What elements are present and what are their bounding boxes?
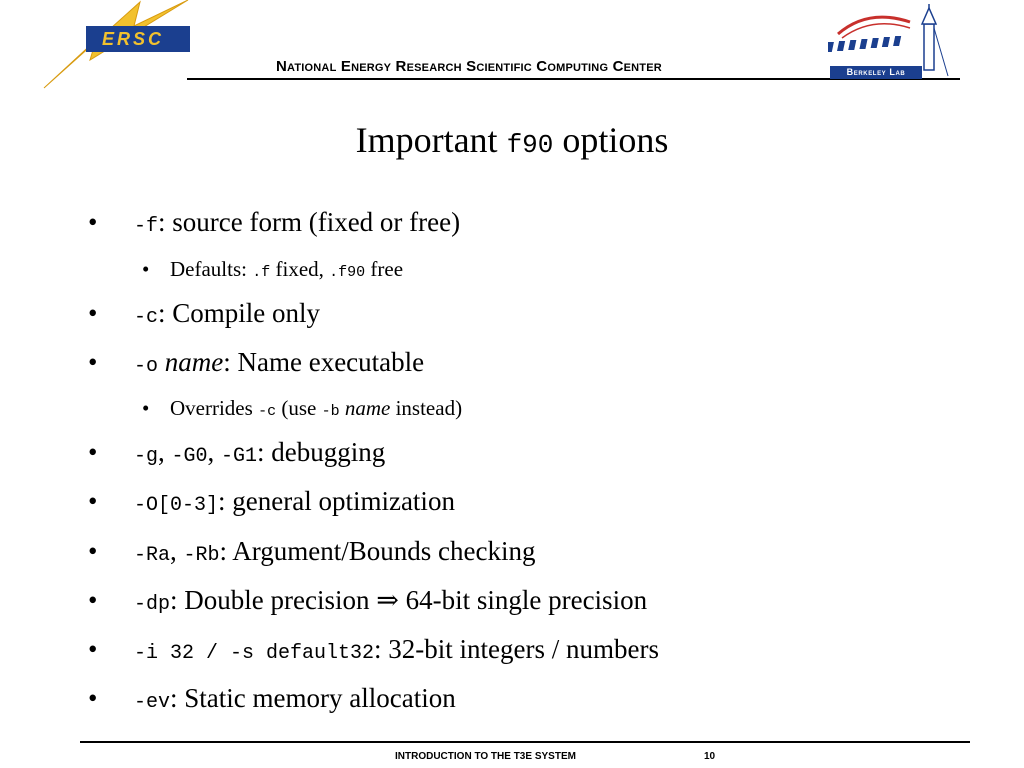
title-text-pre: Important xyxy=(355,120,498,160)
header-title: National Energy Research Scientific Computing Center xyxy=(276,58,662,75)
bullet-item xyxy=(88,584,647,621)
nersc-logo-text: ERSC xyxy=(102,29,165,49)
option-desc: : 32-bit integers / numbers xyxy=(374,634,659,664)
option-code: -dp xyxy=(134,593,171,616)
option-desc: : Compile only xyxy=(158,298,321,328)
bullet-dot: • xyxy=(88,585,98,615)
page-number: 10 xyxy=(704,751,716,762)
sub-bullet-dot: • xyxy=(142,396,150,420)
option-desc: : Static memory allocation xyxy=(170,683,456,713)
option-code: -c xyxy=(134,306,159,329)
bullet-item xyxy=(88,436,385,473)
slide-title xyxy=(0,118,1024,167)
nersc-logo xyxy=(38,0,198,92)
bullet-item xyxy=(88,297,320,334)
option-desc: : source form (fixed or free) xyxy=(158,207,461,237)
option-code: -b xyxy=(321,403,340,420)
bullet-item xyxy=(88,206,460,243)
bullet-dot: • xyxy=(88,347,98,377)
option-desc: : Double precision xyxy=(170,585,377,615)
bullet-item xyxy=(88,346,424,383)
sub-bullet-item xyxy=(142,395,462,425)
sub-label: Defaults: xyxy=(170,257,253,281)
option-arg: name xyxy=(344,396,391,420)
bullet-dot: • xyxy=(88,634,98,664)
option-sep: , xyxy=(170,536,184,566)
option-desc: 64-bit single precision xyxy=(398,585,648,615)
option-code: -o xyxy=(134,355,159,378)
bullet-dot: • xyxy=(88,683,98,713)
option-code: -O[0-3] xyxy=(134,494,219,517)
option-code: .f xyxy=(252,264,271,281)
bullet-item xyxy=(88,535,536,572)
implies-arrow: ⇒ xyxy=(376,585,399,615)
bullet-dot: • xyxy=(88,486,98,516)
option-code: -ev xyxy=(134,691,171,714)
bullet-item xyxy=(88,633,659,670)
option-sep: , xyxy=(158,437,172,467)
sub-label: Overrides xyxy=(170,396,259,420)
option-code: -G0 xyxy=(171,445,208,468)
bullet-dot: • xyxy=(88,207,98,237)
option-code: -f xyxy=(134,215,159,238)
option-code: -Ra xyxy=(134,544,171,567)
bullet-dot: • xyxy=(88,298,98,328)
option-sep: , xyxy=(207,437,222,467)
bullet-dot: • xyxy=(88,536,98,566)
bullet-item xyxy=(88,682,456,719)
option-code: -Rb xyxy=(183,544,220,567)
bullet-dot: • xyxy=(88,437,98,467)
option-code: -G1 xyxy=(221,445,258,468)
berkeley-lab-label: Berkeley Lab xyxy=(830,66,922,79)
option-code: -i 32 / -s default32 xyxy=(134,642,375,665)
option-desc: : debugging xyxy=(257,437,386,467)
option-desc: : Name executable xyxy=(223,347,425,377)
sub-text: fixed, xyxy=(270,257,330,281)
option-code: -g xyxy=(134,445,159,468)
sub-bullet-item xyxy=(142,256,403,286)
sub-text: instead) xyxy=(390,396,463,420)
sub-text: (use xyxy=(276,396,322,420)
title-text-post: options xyxy=(562,120,669,160)
option-desc: : general optimization xyxy=(218,486,455,516)
footer-title: INTRODUCTION TO THE T3E SYSTEM xyxy=(395,751,576,762)
option-code: -c xyxy=(258,403,277,420)
bullet-item xyxy=(88,485,455,522)
sub-text: free xyxy=(365,257,404,281)
footer-divider xyxy=(80,741,970,743)
option-code: .f90 xyxy=(329,264,366,281)
title-code: f90 xyxy=(506,130,554,160)
option-arg: name xyxy=(164,347,224,377)
sub-bullet-dot: • xyxy=(142,257,150,281)
option-desc: : Argument/Bounds checking xyxy=(219,536,536,566)
